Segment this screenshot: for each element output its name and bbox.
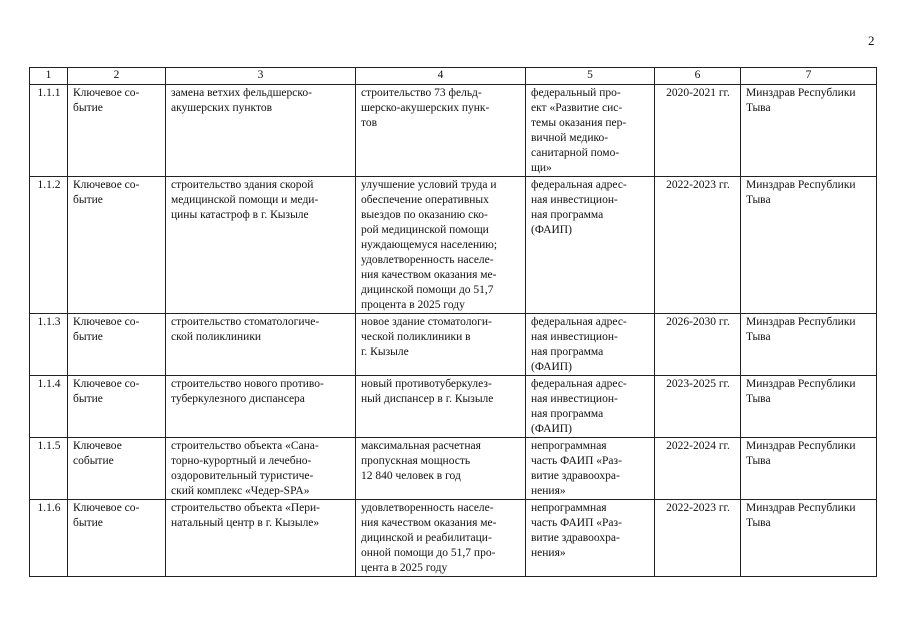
cell-number: 1.1.5 [30,438,68,500]
column-header: 2 [68,68,166,85]
cell-result: улучшение условий труда и обеспечение оперативных выездов по оказанию ско- рой медицинской помощи нуждающемуся населению; удовлетворенность населе- ния качеством оказания ме- дицинской помощи до 51,7 процента в 2025 году [356,177,526,314]
cell-name: строительство здания скорой медицинской помощи и меди- цины катастроф в г. Кызыле [166,177,356,314]
cell-number: 1.1.1 [30,85,68,177]
cell-executor: Минздрав Республики Тыва [741,376,877,438]
table-row [30,177,877,314]
activities-table [29,67,877,577]
cell-period: 2022-2023 гг. [655,177,741,314]
cell-type: Ключевое со- бытие [68,314,166,376]
cell-number: 1.1.6 [30,500,68,577]
table-row [30,438,877,500]
cell-result: максимальная расчетная пропускная мощность 12 840 человек в год [356,438,526,500]
cell-source: федеральная адрес- ная инвестицион- ная программа (ФАИП) [526,376,655,438]
cell-type: Ключевое событие [68,438,166,500]
column-header: 7 [741,68,877,85]
cell-number: 1.1.2 [30,177,68,314]
cell-executor: Минздрав Республики Тыва [741,438,877,500]
table-row [30,314,877,376]
table-header-row [30,68,877,85]
cell-period: 2023-2025 гг. [655,376,741,438]
column-header: 5 [526,68,655,85]
cell-type: Ключевое со- бытие [68,85,166,177]
cell-number: 1.1.4 [30,376,68,438]
column-header: 3 [166,68,356,85]
cell-name: строительство объекта «Пери- натальный центр в г. Кызыле» [166,500,356,577]
cell-result: новый противотуберкулез- ный диспансер в г. Кызыле [356,376,526,438]
column-header: 4 [356,68,526,85]
table-row [30,85,877,177]
column-header: 6 [655,68,741,85]
cell-source: федеральный про- ект «Развитие сис- темы оказания пер- вичной медико- санитарной помо- щи» [526,85,655,177]
cell-period: 2022-2024 гг. [655,438,741,500]
cell-type: Ключевое со- бытие [68,177,166,314]
table-row [30,376,877,438]
cell-name: замена ветхих фельдшерско- акушерских пунктов [166,85,356,177]
cell-period: 2026-2030 гг. [655,314,741,376]
cell-period: 2020-2021 гг. [655,85,741,177]
cell-result: новое здание стоматологи- ческой поликлиники в г. Кызыле [356,314,526,376]
cell-period: 2022-2023 гг. [655,500,741,577]
cell-source: непрограммная часть ФАИП «Раз- витие здравоохра- нения» [526,500,655,577]
table-row [30,500,877,577]
cell-result: строительство 73 фельд- шерско-акушерских пунк- тов [356,85,526,177]
cell-executor: Минздрав Республики Тыва [741,177,877,314]
cell-result: удовлетворенность населе- ния качеством оказания ме- дицинской и реабилитаци- онной помощи до 51,7 про- цента в 2025 году [356,500,526,577]
column-header: 1 [30,68,68,85]
cell-source: непрограммная часть ФАИП «Раз- витие здравоохра- нения» [526,438,655,500]
cell-executor: Минздрав Республики Тыва [741,85,877,177]
cell-type: Ключевое со- бытие [68,500,166,577]
cell-type: Ключевое со- бытие [68,376,166,438]
cell-name: строительство стоматологиче- ской поликлиники [166,314,356,376]
cell-number: 1.1.3 [30,314,68,376]
cell-name: строительство объекта «Сана- торно-курортный и лечебно- оздоровительный туристиче- ский комплекс «Чедер-SPA» [166,438,356,500]
cell-source: федеральная адрес- ная инвестицион- ная программа (ФАИП) [526,314,655,376]
cell-executor: Минздрав Республики Тыва [741,314,877,376]
cell-name: строительство нового противо- туберкулезного диспансера [166,376,356,438]
cell-executor: Минздрав Республики Тыва [741,500,877,577]
page-number: 2 [868,33,875,48]
cell-source: федеральная адрес- ная инвестицион- ная программа (ФАИП) [526,177,655,314]
